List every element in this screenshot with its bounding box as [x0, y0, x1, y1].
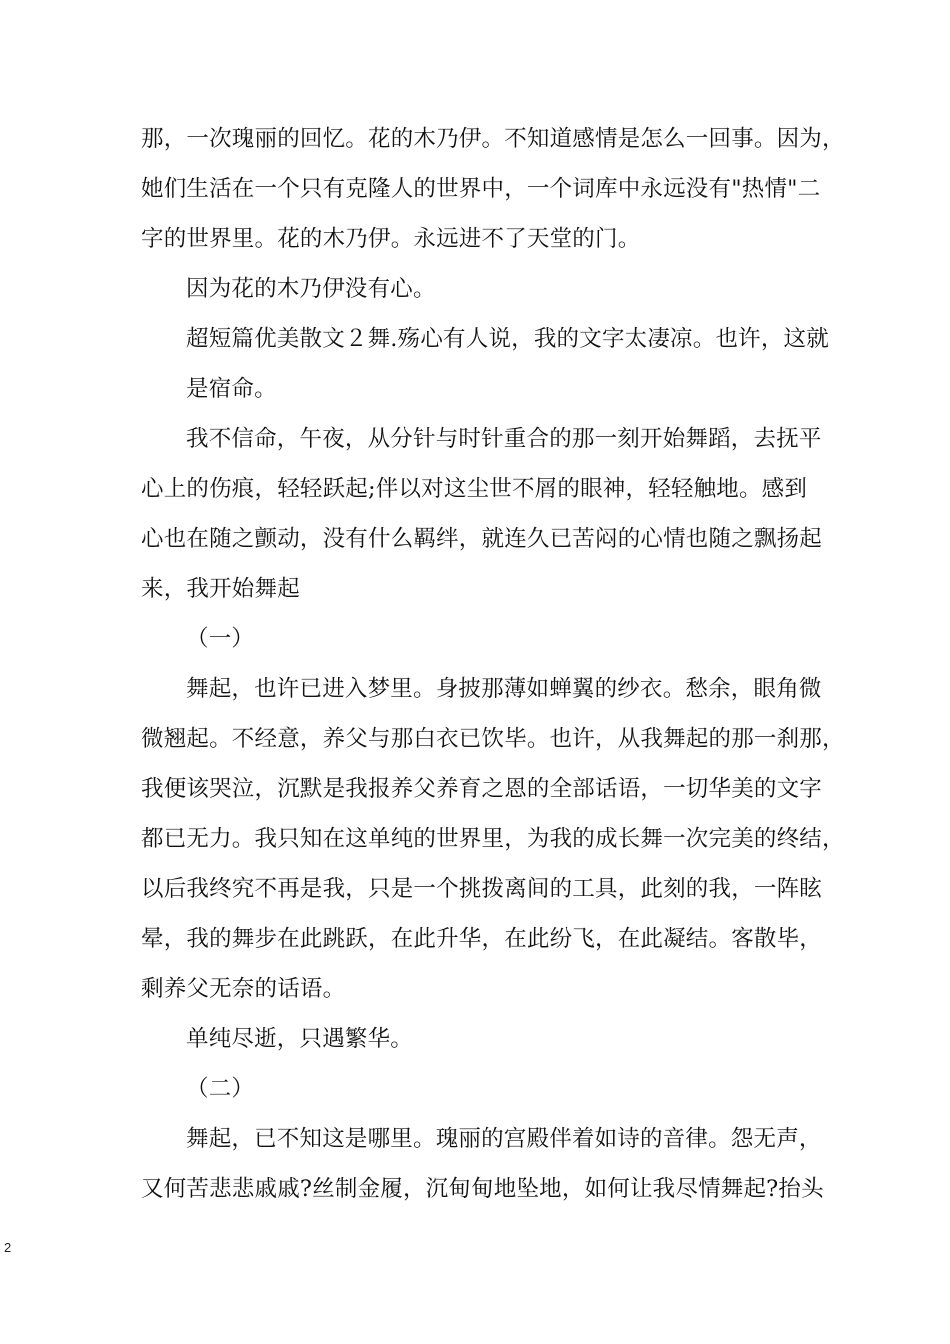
section-heading-two: （二）: [186, 1076, 255, 1102]
text-line-21: 舞起，已不知这是哪里。瑰丽的宫殿伴着如诗的音律。怨无声，: [186, 1126, 822, 1152]
text-line-9: 心也在随之颤动，没有什么羁绊，就连久已苦闷的心情也随之飘扬起: [141, 526, 823, 552]
text-line-7: 我不信命，午夜，从分针与时针重合的那一刻开始舞蹈，去抚平: [186, 426, 822, 452]
text-line-13: 微翘起。不经意，养父与那白衣已饮毕。也许，从我舞起的那一刹那，: [141, 726, 845, 752]
text-line-6: 是宿命。: [186, 376, 277, 402]
text-line-14: 我便该哭泣，沉默是我报养父养育之恩的全部话语，一切华美的文字: [141, 776, 823, 802]
text-line-8: 心上的伤痕，轻轻跃起;伴以对这尘世不屑的眼神，轻轻触地。感到: [141, 476, 808, 502]
text-line-18: 剩养父无奈的话语。: [141, 976, 346, 1002]
text-line-16: 以后我终究不再是我，只是一个挑拨离间的工具，此刻的我，一阵眩: [141, 876, 823, 902]
page-number: 2: [4, 1240, 12, 1255]
text-line-12: 舞起，也许已进入梦里。身披那薄如蝉翼的纱衣。愁余，眼角微: [186, 676, 822, 702]
text-line-17: 晕，我的舞步在此跳跃，在此升华，在此纷飞，在此凝结。客散毕，: [141, 926, 823, 952]
text-line-22: 又何苦悲悲戚戚?丝制金履，沉甸甸地坠地，如何让我尽情舞起?抬头: [141, 1176, 824, 1202]
text-line-2: 她们生活在一个只有克隆人的世界中，一个词库中永远没有"热情"二: [141, 176, 821, 202]
text-line-5: 超短篇优美散文２舞.殇心有人说，我的文字太凄凉。也许，这就: [186, 326, 829, 352]
text-line-15: 都已无力。我只知在这单纯的世界里，为我的成长舞一次完美的终结，: [141, 826, 845, 852]
text-line-4: 因为花的木乃伊没有心。: [186, 276, 436, 302]
text-line-19: 单纯尽逝，只遇繁华。: [186, 1026, 414, 1052]
text-line-3: 字的世界里。花的木乃伊。永远进不了天堂的门。: [141, 226, 641, 252]
section-heading-one: （一）: [186, 626, 255, 652]
text-line-1: 那，一次瑰丽的回忆。花的木乃伊。不知道感情是怎么一回事。因为，: [141, 126, 845, 152]
text-line-10: 来，我开始舞起: [141, 576, 300, 602]
